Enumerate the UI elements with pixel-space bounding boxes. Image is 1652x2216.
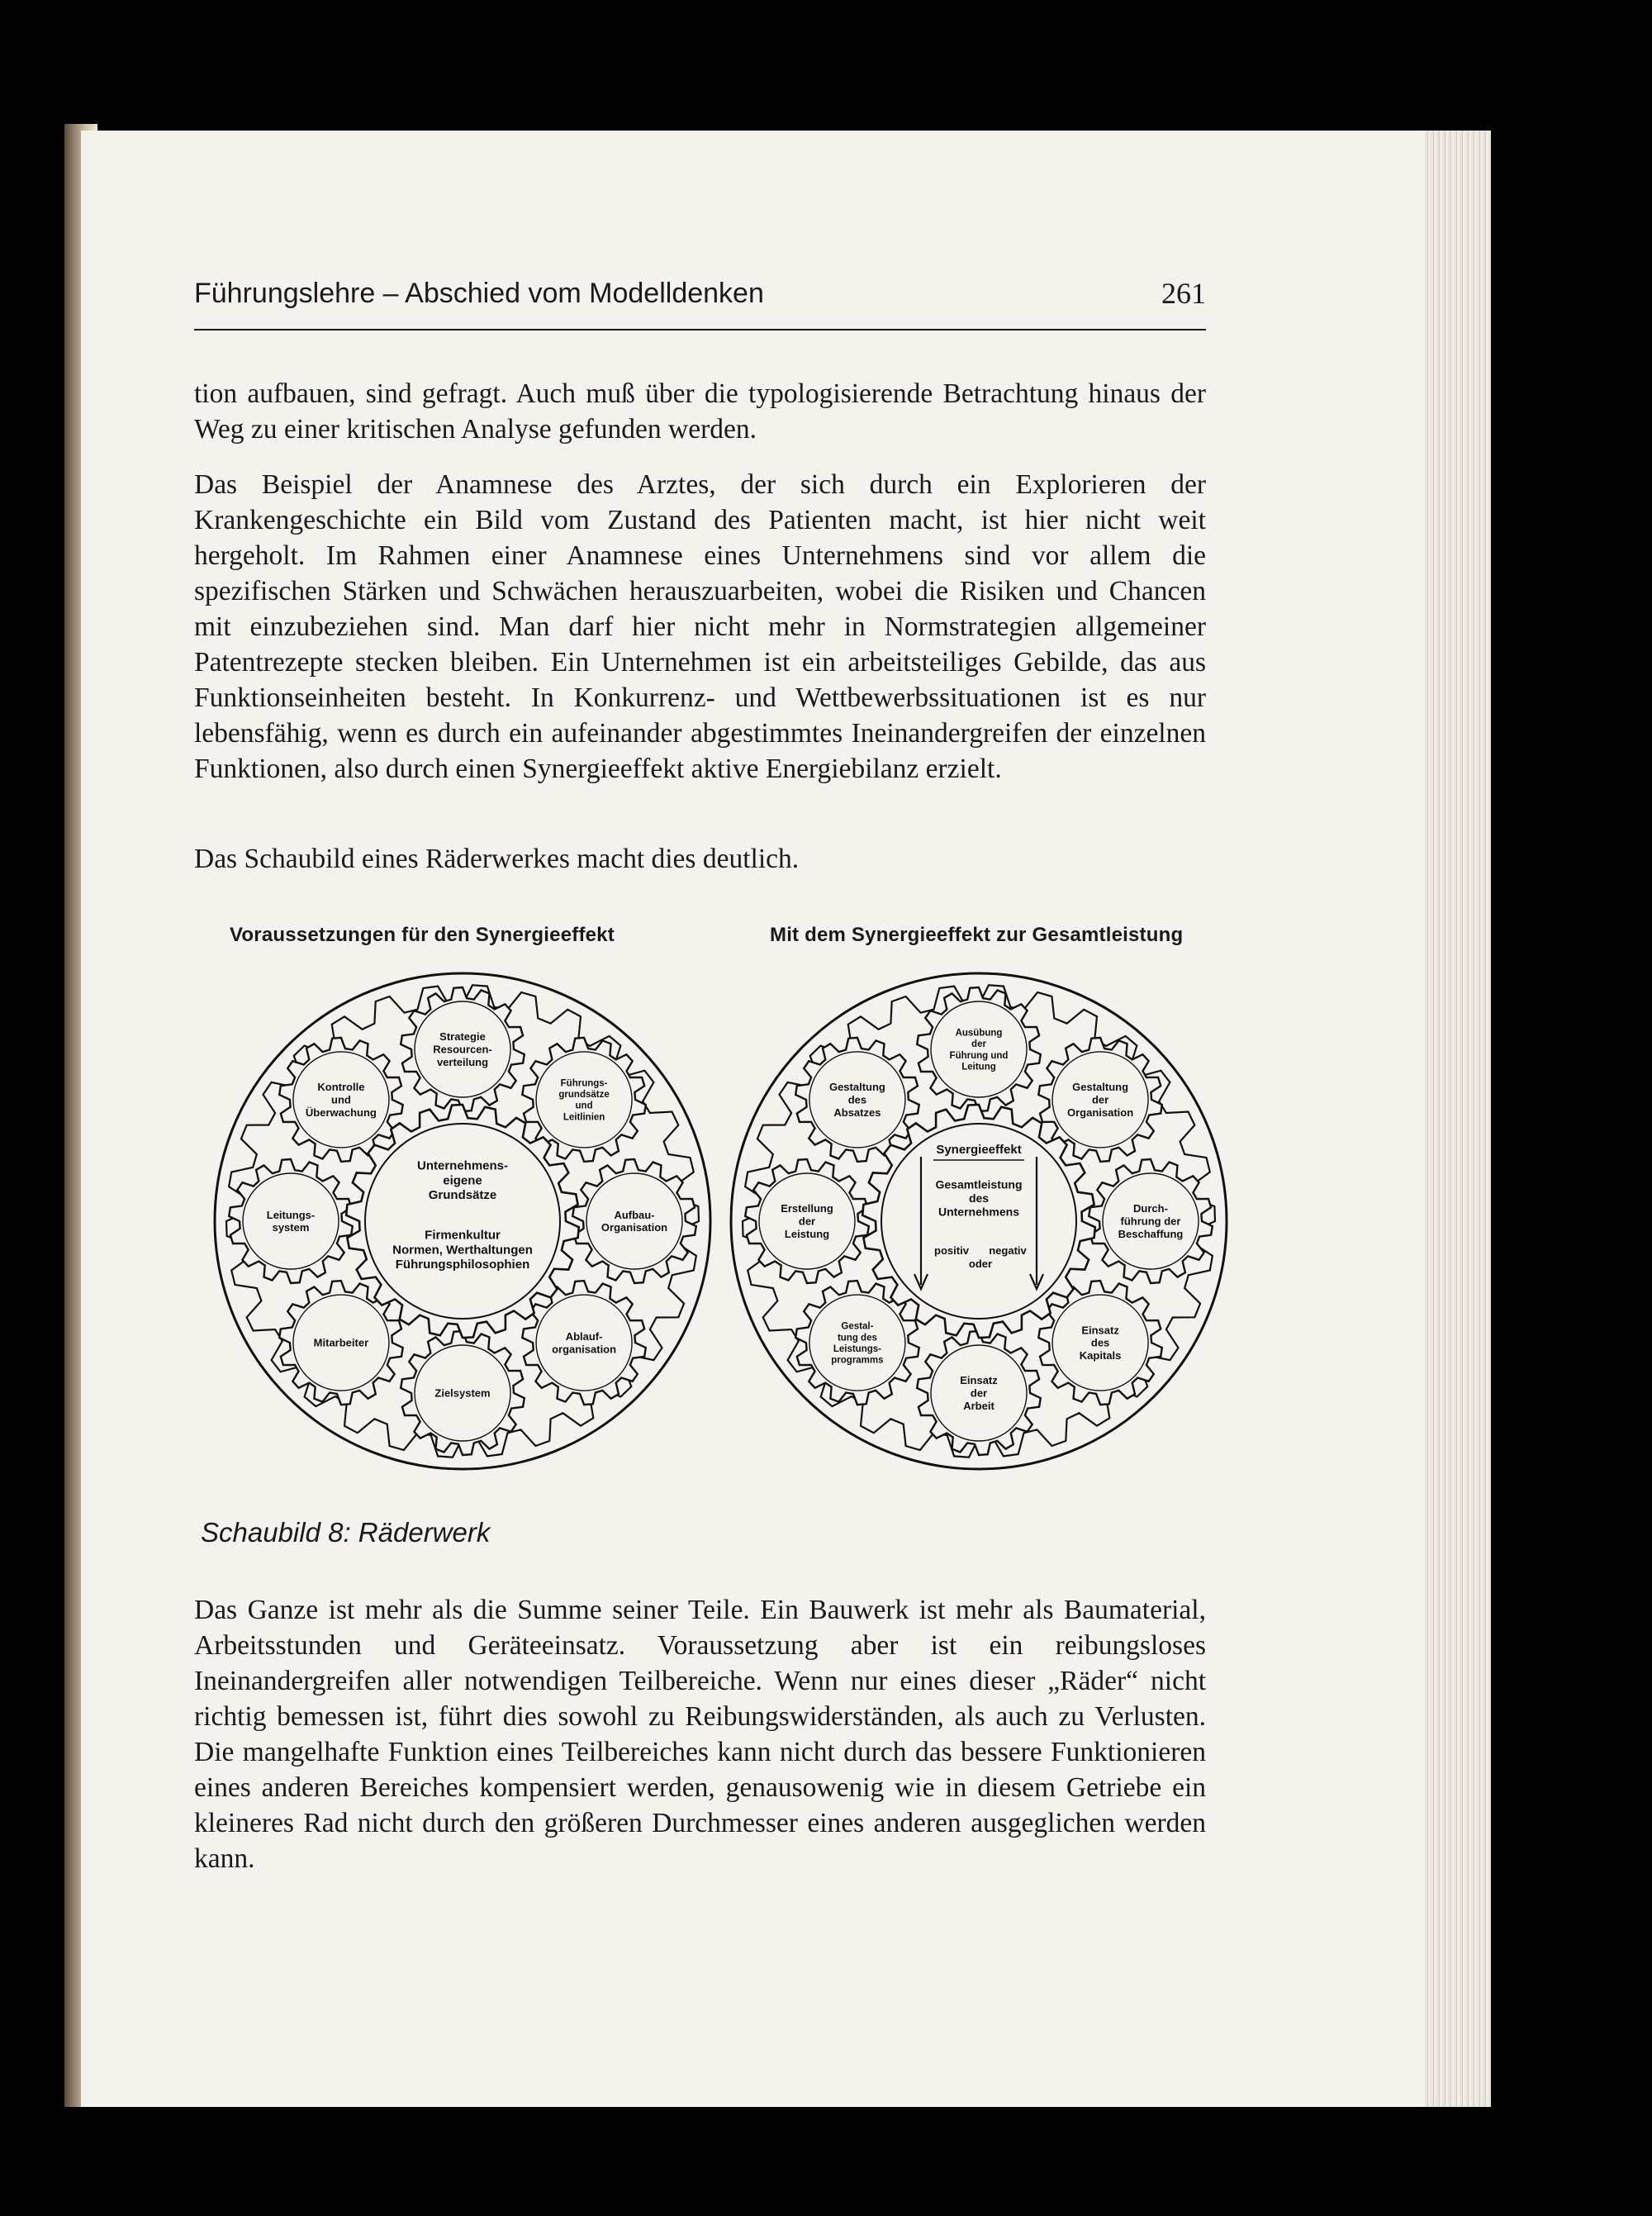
right-gear-4 <box>1038 1281 1162 1405</box>
figure-right-title: Mit dem Synergieeffekt zur Gesamtleistung <box>770 924 1184 946</box>
right-center-heading: Synergieeffekt <box>936 1143 1022 1157</box>
figure-caption: Schaubild 8: Räderwerk <box>201 1517 491 1548</box>
left-gear-7 <box>229 1159 353 1283</box>
right-gear-8 <box>795 1038 919 1162</box>
page-edges <box>1425 131 1491 2107</box>
right-center-gear <box>862 1105 1095 1338</box>
left-gear-label-8: Kontrolle und Überwachung <box>305 1081 377 1119</box>
right-gear-label-3: Durch-führung der Beschaffung <box>1118 1202 1184 1240</box>
right-gear-7 <box>745 1159 869 1283</box>
left-gear-label-1: Strategie Resourcen-verteilung <box>433 1030 492 1068</box>
left-gear-3 <box>572 1159 696 1283</box>
paragraph-1: tion aufbauen, sind gefragt. Auch muß über die typologisierende Betrachtung hinaus der Weg zu einer kritischen Analyse gefunden werden. <box>194 378 1206 445</box>
right-center-or: oder <box>968 1258 993 1270</box>
page-number: 261 <box>1161 277 1206 310</box>
left-gear-label-2: Führungs-grundsätze und Leitlinien <box>558 1078 610 1123</box>
left-center-label-top: Unternehmens-eigene Grundsätze <box>416 1158 509 1202</box>
right-gear-wheel <box>731 973 1227 1469</box>
left-gear-label-5: Zielsystem <box>434 1386 491 1400</box>
left-gear-label-3: Aufbau-Organisation <box>601 1208 668 1234</box>
right-center-lines: Gesamtleistung des Unternehmens <box>935 1177 1023 1219</box>
right-center-positive: positiv <box>934 1244 969 1257</box>
left-center-label-bottom: Firmenkultur Normen, Werthaltungen Führungsphilosophien <box>392 1228 533 1272</box>
gear-diagram <box>206 958 1239 1487</box>
paragraph-2: Das Beispiel der Anamnese des Arztes, der sich durch ein Explorieren der Krankengeschichte ein Bild vom Zustand des Patienten macht, ist hier nicht weit hergeholt. Im Rahmen einer Anamnese eines Unternehmens sind vor allem die spezifischen Stärken und Schwächen herauszuarbeiten, wobei die Risiken und Chancen mit einzubeziehen sind. Man darf hier nicht mehr in Normstrategien allgemeiner Patentrezepte stecken bleiben. Ein Unternehmen ist ein arbeitsteiliges Gebilde, das aus Funktionseinheiten besteht. In Konkurrenz- und Wettbewerbssituationen ist es nur lebensfähig, wenn es durch ein aufeinander abgestimmtes Ineinandergreifen der einzelnen Funktionen, also durch einen Synergieeffekt aktive Energiebilanz erzielt. <box>194 469 1206 784</box>
left-gear-label-6: Mitarbeiter <box>313 1336 369 1349</box>
left-gear-8 <box>279 1038 403 1162</box>
right-gear-label-4: Einsatz des Kapitals <box>1079 1324 1122 1362</box>
right-gear-label-6: Gestal-tung des Leistungs-programms <box>831 1321 884 1366</box>
right-gear-label-2: Gestaltung der Organisation <box>1066 1081 1134 1119</box>
right-center-negative: negativ <box>989 1244 1027 1257</box>
right-gear-3 <box>1089 1159 1213 1283</box>
right-gear-label-5: Einsatz der Arbeit <box>960 1374 998 1412</box>
figure-left-title: Voraussetzungen für den Synergieeffekt <box>230 924 615 946</box>
left-gear-label-4: Ablauf-organisation <box>552 1330 617 1356</box>
right-gear-label-8: Gestaltung des Absatzes <box>828 1081 885 1119</box>
right-gear-label-7: Erstellung der Leistung <box>781 1202 833 1240</box>
left-gear-4 <box>522 1281 646 1405</box>
left-gear-wheel <box>215 973 710 1469</box>
left-gear-label-7: Leitungs-system <box>266 1208 316 1234</box>
running-header <box>194 273 1206 322</box>
header-title: Führungslehre – Abschied vom Modelldenken <box>194 278 764 309</box>
header-rule <box>194 329 1206 330</box>
left-center-gear <box>346 1105 579 1338</box>
closing-paragraph: Das Ganze ist mehr als die Summe seiner Teile. Ein Bauwerk ist mehr als Baumaterial, Arbeitsstunden und Geräteeinsatz. Voraussetzung aber ist ein reibungsloses Ineinandergreifen aller notwendigen Teilbereiche. Wenn nur eines dieser „Räder“ nicht richtig bemessen ist, führt dies sowohl zu Reibungswiderständen, als auch zu Verlusten. Die mangelhafte Funktion eines Teilbereiches kann nicht durch das bessere Funktionieren eines anderen Bereiches kompensiert werden, genausowenig wie in diesem Getriebe ein kleineres Rad nicht durch den größeren Durchmesser eines anderen ausgeglichen werden kann. <box>194 1595 1206 1874</box>
right-gear-label-1: Ausübung der Führung und Leitung <box>949 1028 1009 1072</box>
paragraph-3: Das Schaubild eines Räderwerkes macht dies deutlich. <box>194 844 800 874</box>
